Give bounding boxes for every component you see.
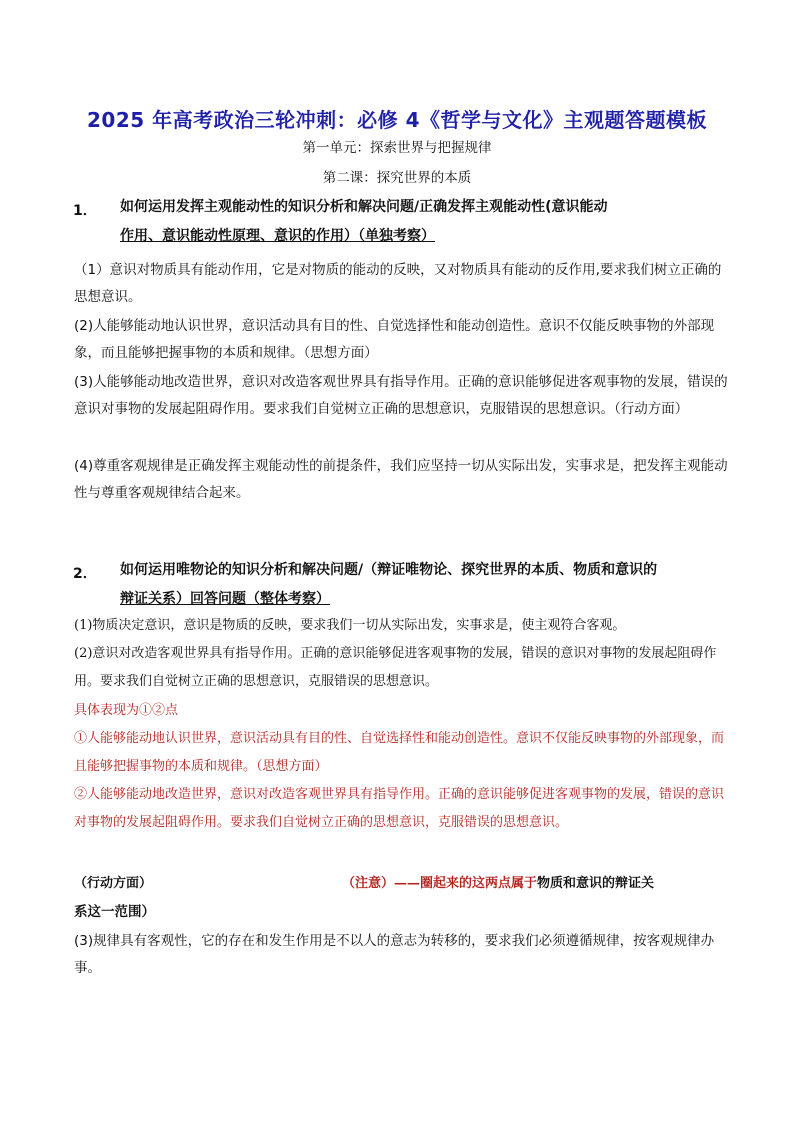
q2-note-black: 物质和意识的辩证关	[537, 876, 655, 891]
q2-red-item-2: ②人能够能动地改造世界，意识对改造客观世界具有指导作用。正确的意识能够促进客观事物的发展，错误的意识对事物的发展起阻碍作用。要求我们自觉树立正确的思想意识，克服错误的思想意识。	[74, 787, 725, 830]
q2-note-continuation: 系这一范围）	[74, 904, 155, 920]
question-2-number: 2．	[73, 566, 97, 582]
q2-red-heading: 具体表现为①②点	[74, 703, 179, 718]
q2-note-action: （行动方面）	[74, 876, 153, 891]
q2-item-2: (2)意识对改造客观世界具有指导作用。正确的意识能够促进客观事物的发展，错误的意识对事物的发展起阻碍作用。要求我们自觉树立正确的思想意识，克服错误的思想意识。	[74, 646, 717, 689]
question-1-number: 1．	[73, 203, 97, 219]
question-2-heading-line1: 如何运用唯物论的知识分析和解决问题/（辩证唯物论、探究世界的本质、物质和意识的	[120, 562, 658, 578]
q2-red-item-1: ①人能够能动地认识世界，意识活动具有目的性、自觉选择性和能动创造性。意识不仅能反映事物的外部现象，而且能够把握事物的本质和规律。（思想方面）	[74, 731, 725, 774]
unit-heading: 第一单元：探索世界与把握规律	[302, 140, 492, 156]
question-1-heading	[120, 193, 730, 251]
q2-note-row	[74, 872, 734, 892]
q2-item-1: (1)物质决定意识，意识是物质的反映，要求我们一切从实际出发，实事求是，使主观符合客观。	[74, 618, 626, 633]
q1-item-3: (3)人能够能动地改造世界，意识对改造客观世界具有指导作用。正确的意识能够促进客观事物的发展，错误的意识对事物的发展起阻碍作用。要求我们自觉树立正确的思想意识，克服错误的思想意识。（行动方面）	[74, 374, 728, 417]
lesson-heading: 第二课：探究世界的本质	[322, 170, 472, 186]
q2-item-3: (3)规律具有客观性，它的存在和发生作用是不以人的意志为转移的，要求我们必须遵循规律，按客观规律办事。	[74, 933, 715, 976]
q2-note	[342, 872, 654, 891]
document-title: 2025 年高考政治三轮冲刺：必修 4《哲学与文化》主观题答题模板	[86, 108, 707, 132]
question-2-heading	[120, 556, 730, 614]
q2-note-red: （注意）——圈起来的这两点属于	[342, 876, 538, 891]
q1-item-1: （1）意识对物质具有能动作用，它是对物质的能动的反映，又对物质具有能动的反作用,要求我们树立正确的思想意识。	[74, 262, 722, 305]
q1-item-2: (2)人能够能动地认识世界，意识活动具有目的性、自觉选择性和能动创造性。意识不仅能反映事物的外部现象，而且能够把握事物的本质和规律。（思想方面）	[74, 318, 715, 361]
question-2-heading-line2: 辩证关系）回答问题（整体考察）	[120, 591, 330, 607]
question-1-heading-line2: 作用、意识能动性原理、意识的作用）（单独考察）	[120, 228, 435, 244]
question-1-heading-line1: 如何运用发挥主观能动性的知识分析和解决问题/正确发挥主观能动性(意识能动	[120, 199, 608, 215]
q1-item-4: (4)尊重客观规律是正确发挥主观能动性的前提条件，我们应坚持一切从实际出发，实事求是，把发挥主观能动性与尊重客观规律结合起来。	[74, 458, 728, 501]
